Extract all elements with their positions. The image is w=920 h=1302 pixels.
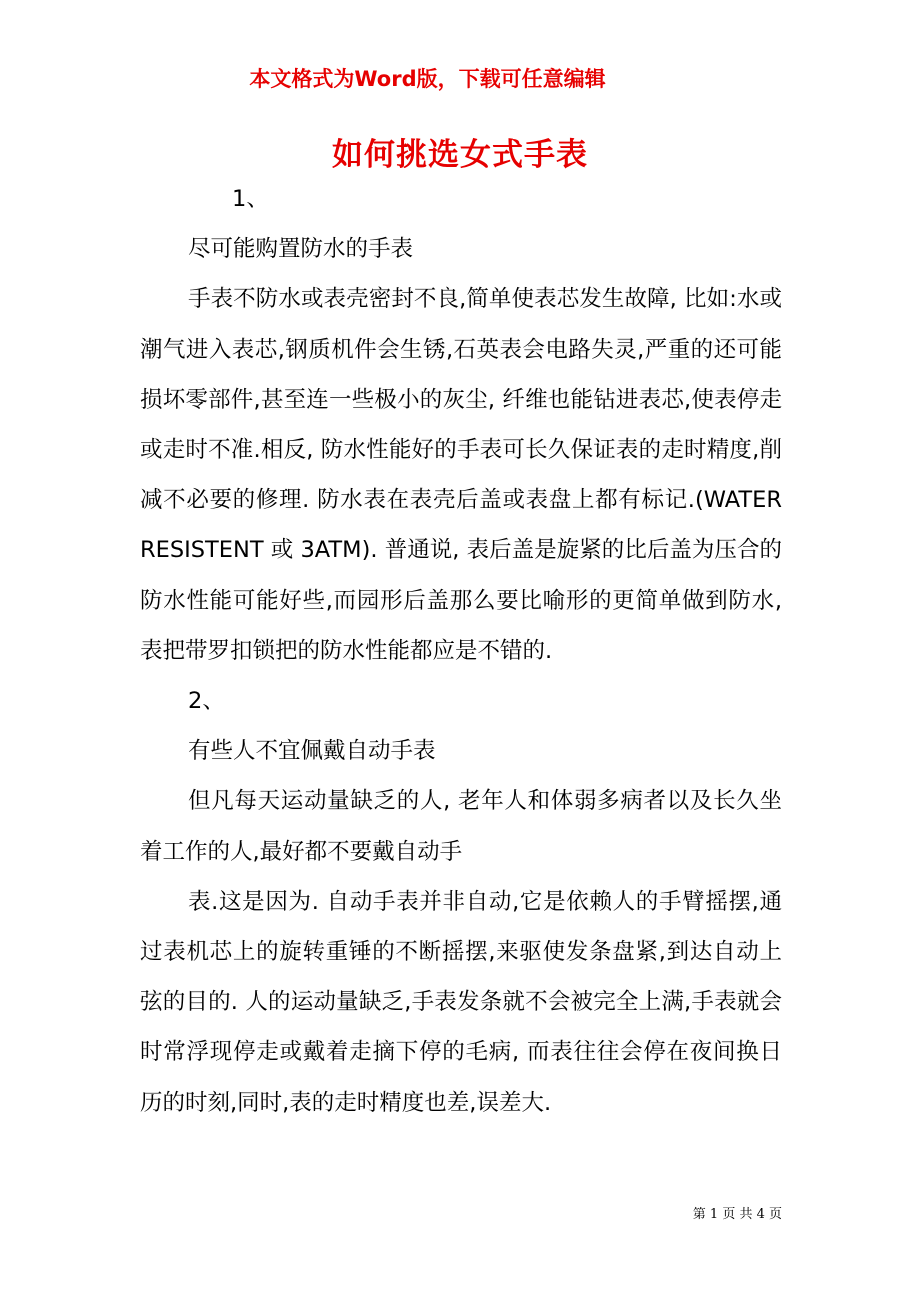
- section-heading-2: 有些人不宜佩戴自动手表: [188, 738, 436, 765]
- section-paragraph-2b: 表.这是因为. 自动手表并非自动,它是依赖人的手臂摇摆,通过表机芯上的旋转重锤的不断摇摆,来驱使发条盘紧,到达自动上弦的目的. 人的运动量缺乏,手表发条就不会被完全上满,手表就会时常浮现停走或戴着走摘下停的毛病, 而表往往会停在夜间换日历的时刻,同时,表的走时精度也差,误差大.: [140, 888, 782, 1116]
- format-notice: 本文格式为Word版，下载可任意编辑: [249, 67, 606, 91]
- page-footer: 第 1 页 共 4 页: [692, 1207, 782, 1222]
- section-number-2: 2、: [188, 688, 225, 715]
- document-title: 如何挑选女式手表: [332, 137, 588, 173]
- section-number-1: 1、: [232, 186, 269, 212]
- section-paragraph-2a: 但凡每天运动量缺乏的人, 老年人和体弱多病者以及长久坐着工作的人,最好都不要戴自动手: [140, 788, 782, 865]
- section-paragraph-1: 手表不防水或表壳密封不良,简单使表芯发生故障, 比如:水或潮气进入表芯,钢质机件会生锈,石英表会电路失灵,严重的还可能损坏零部件,甚至连一些极小的灰尘, 纤维也能钻进表芯,使表停走或走时不准.相反, 防水性能好的手表可长久保证表的走时精度,削减不必要的修理. 防水表在表壳后盖或表盘上都有标记.(WATER RESISTENT 或 3ATM). 普通说, 表后盖是旋紧的比后盖为压合的防水性能可能好些,而园形后盖那么要比喻形的更简单做到防水,表把带罗扣锁把的防水性能都应是不错的.: [140, 286, 782, 664]
- document-body: [140, 174, 782, 1128]
- section-heading-1: 尽可能购置防水的手表: [188, 236, 414, 263]
